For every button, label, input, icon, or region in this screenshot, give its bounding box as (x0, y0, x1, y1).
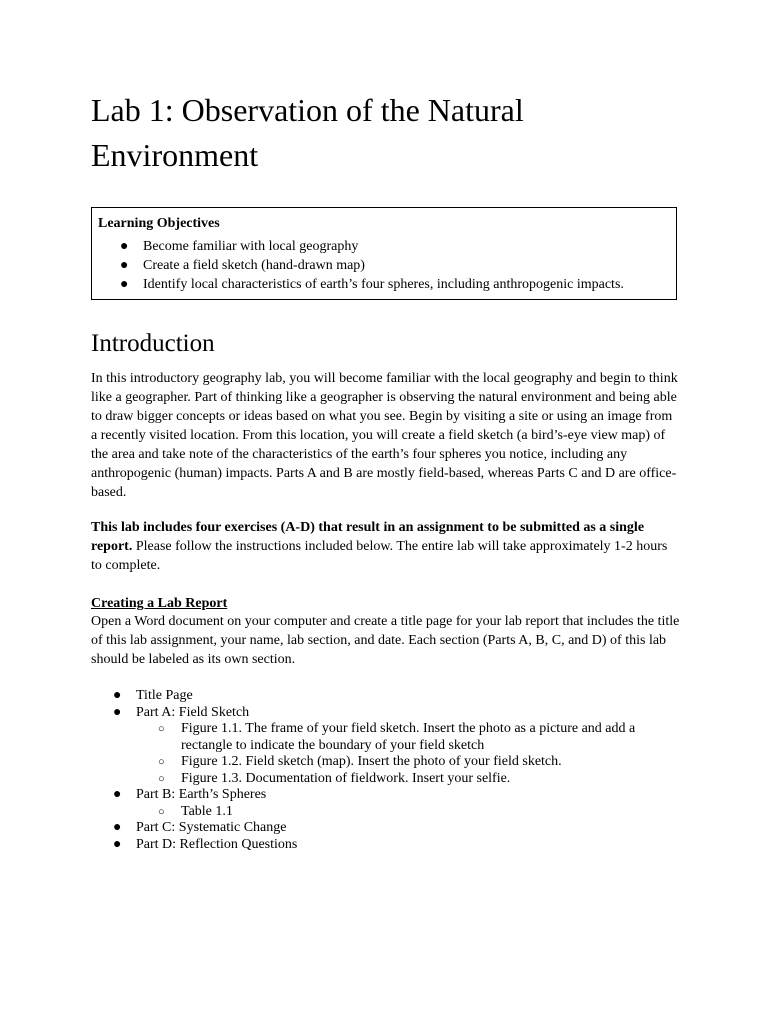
exercises-paragraph (91, 518, 681, 575)
page-title: Lab 1: Observation of the Natural Environment (91, 92, 524, 173)
outline-item-text: Part A: Field Sketch (136, 704, 250, 720)
list-item (92, 237, 624, 256)
outline-item-text: Figure 1.2. Field sketch (map). Insert the photo of your field sketch. (181, 754, 562, 769)
learning-objectives-box (91, 207, 677, 300)
lab-report-heading: Creating a Lab Report (91, 596, 228, 611)
bullet-icon: ● (113, 820, 122, 835)
learning-objectives-heading: Learning Objectives (98, 216, 220, 231)
list-item (91, 721, 681, 754)
list-item (92, 256, 624, 275)
hollow-bullet-icon: ○ (158, 756, 165, 768)
list-item (91, 771, 681, 788)
bullet-icon: ● (113, 787, 122, 802)
introduction-heading: Introduction (91, 330, 215, 357)
list-item (91, 688, 681, 705)
report-outline-list (91, 688, 681, 853)
list-item (91, 820, 681, 837)
outline-item-text: Table 1.1 (181, 803, 233, 819)
bullet-icon: ● (113, 688, 122, 703)
list-item (91, 754, 681, 771)
lab-report-paragraph: Open a Word document on your computer and create a title page for your lab report that includes the title of this lab assignment, your name, lab section, and date. Each section (Parts A, B, C, and D) of this lab should be labeled as its own section. (91, 614, 680, 667)
bullet-icon: ● (120, 277, 129, 292)
outline-item-text: Part B: Earth’s Spheres (136, 787, 267, 802)
objective-text: Become familiar with local geography (143, 239, 359, 254)
hollow-bullet-icon: ○ (158, 723, 165, 735)
list-item (91, 787, 681, 804)
bullet-icon: ● (120, 258, 129, 273)
outline-item-text: Figure 1.3. Documentation of fieldwork. Insert your selfie. (181, 770, 511, 786)
exercises-text: Please follow the instructions included below. The entire lab will take approximately 1-2 hours to complete. (91, 539, 668, 573)
outline-item-text: Part C: Systematic Change (136, 820, 287, 835)
learning-objectives-list (92, 237, 624, 294)
list-item (91, 804, 681, 821)
objective-text: Identify local characteristics of earth’s four spheres, including anthropogenic impacts. (143, 277, 624, 292)
objective-text: Create a field sketch (hand-drawn map) (143, 258, 365, 273)
outline-item-text: Title Page (136, 688, 193, 703)
hollow-bullet-icon: ○ (158, 772, 165, 785)
introduction-paragraph: In this introductory geography lab, you will become familiar with the local geography and begin to think like a geographer. Part of thinking like a geographer is observing the natural environment and being able to draw bigger concepts or ideas based on what you see. Begin by visiting a site or using an image from a recently visited location. From this location, you will create a field sketch (a bird’s-eye view map) of the area and take note of the characteristics of the earth’s four spheres you notice, including any anthropogenic (human) impacts. Parts A and B are mostly field-based, whereas Parts C and D are office-based. (91, 371, 678, 500)
bullet-icon: ● (113, 836, 122, 852)
list-item (91, 705, 681, 722)
list-item (91, 837, 681, 854)
hollow-bullet-icon: ○ (158, 805, 165, 818)
bullet-icon: ● (113, 704, 122, 720)
bullet-icon: ● (120, 239, 129, 254)
outline-item-text: Part D: Reflection Questions (136, 836, 298, 852)
list-item (92, 275, 624, 294)
outline-item-text: Figure 1.1. The frame of your field sketch. Insert the photo as a picture and add a rectangle to indicate the boundary of your field sketch (181, 721, 636, 753)
exercises-bold-text: This lab includes four exercises (A-D) that result in an assignment to be submitted as a single report. (91, 520, 645, 554)
